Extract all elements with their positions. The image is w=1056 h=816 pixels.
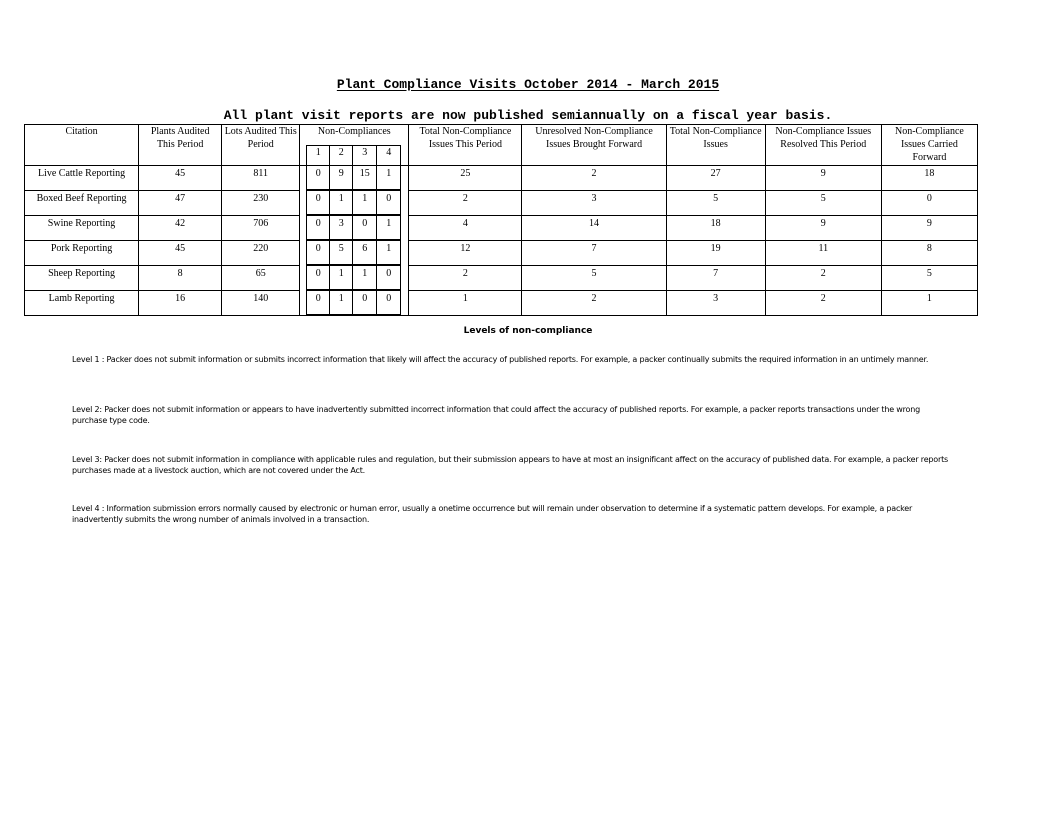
- spacer-cell: [300, 166, 307, 191]
- header-total-nc: Total Non-Compliance Issues This Period: [409, 125, 522, 166]
- nc-level-3-cell: 15: [353, 166, 377, 191]
- citation-cell: Swine Reporting: [25, 215, 139, 240]
- level-header-4: 4: [377, 145, 401, 166]
- nc-level-1-cell: 0: [307, 215, 330, 240]
- total-nc-cell: 1: [409, 290, 522, 315]
- spacer-cell: [300, 240, 307, 265]
- plants-cell: 47: [139, 190, 222, 215]
- header-lots-audited: Lots Audited This Period: [222, 125, 300, 166]
- header-plants-audited: Plants Audited This Period: [139, 125, 222, 166]
- spacer-cell: [401, 145, 409, 166]
- nc-level-4-cell: 0: [377, 190, 401, 215]
- nc-level-1-cell: 0: [307, 290, 330, 315]
- header-citation: Citation: [25, 125, 139, 166]
- citation-cell: Pork Reporting: [25, 240, 139, 265]
- header-total-issues: Total Non-Compliance Issues: [666, 125, 765, 166]
- total-issues-cell: 3: [666, 290, 765, 315]
- nc-level-3-cell: 0: [353, 290, 377, 315]
- nc-level-1-cell: 0: [307, 190, 330, 215]
- nc-level-4-cell: 0: [377, 265, 401, 290]
- levels-heading: Levels of non-compliance: [463, 326, 593, 336]
- plants-cell: 16: [139, 290, 222, 315]
- lots-cell: 220: [222, 240, 300, 265]
- total-issues-cell: 5: [666, 190, 765, 215]
- plants-cell: 45: [139, 166, 222, 191]
- nc-level-1-cell: 0: [307, 265, 330, 290]
- citation-cell: Sheep Reporting: [25, 265, 139, 290]
- nc-level-2-cell: 1: [330, 190, 353, 215]
- level-2-description: Level 2: Packer does not submit information or appears to have inadvertently submitted incorrect information that could affect the accuracy of published reports. For example, a packer reports transactions under the wrong purchase type code.: [72, 405, 920, 425]
- nc-level-2-cell: 5: [330, 240, 353, 265]
- table-row: [25, 265, 978, 290]
- resolved-cell: 11: [765, 240, 881, 265]
- header-unresolved: Unresolved Non-Compliance Issues Brought Forward: [522, 125, 666, 166]
- nc-level-3-cell: 0: [353, 215, 377, 240]
- total-issues-cell: 18: [666, 215, 765, 240]
- level-header-3: 3: [353, 145, 377, 166]
- plants-cell: 8: [139, 265, 222, 290]
- lots-cell: 140: [222, 290, 300, 315]
- level-4-description: Level 4 : Information submission errors normally caused by electronic or human error, usually a onetime occurrence but will remain under observation to determine if a systematic pattern develops. For example, a packer inadvertently submits the wrong number of animals involved in a transaction.: [72, 504, 913, 524]
- level-1-description: Level 1 : Packer does not submit information or submits incorrect information that likely will affect the accuracy of published reports. For example, a packer continually submits the required information in an untimely manner.: [72, 355, 929, 364]
- total-nc-cell: 4: [409, 215, 522, 240]
- spacer-cell: [300, 190, 307, 215]
- spacer-cell: [300, 290, 307, 315]
- nc-level-4-cell: 0: [377, 290, 401, 315]
- header-non-compliances: Non-Compliances: [300, 125, 409, 146]
- carried-cell: 8: [881, 240, 977, 265]
- nc-level-2-cell: 1: [330, 290, 353, 315]
- nc-level-1-cell: 0: [307, 166, 330, 191]
- level-3-description: Level 3: Packer does not submit information in compliance with applicable rules and regulation, but their submission appears to have at most an insignificant affect on the accuracy of published data. For example, a packer reports purchases made at a livestock auction, which are not covered under the Act.: [72, 455, 948, 475]
- total-nc-cell: 25: [409, 166, 522, 191]
- lots-cell: 230: [222, 190, 300, 215]
- plants-cell: 42: [139, 215, 222, 240]
- nc-level-4-cell: 1: [377, 166, 401, 191]
- table-row: [25, 166, 978, 191]
- lots-cell: 65: [222, 265, 300, 290]
- lots-cell: 811: [222, 166, 300, 191]
- spacer-cell: [401, 240, 409, 265]
- nc-level-1-cell: 0: [307, 240, 330, 265]
- level-header-2: 2: [330, 145, 353, 166]
- level-header-1: 1: [307, 145, 330, 166]
- table-row: [25, 215, 978, 240]
- spacer-cell: [401, 265, 409, 290]
- total-nc-cell: 2: [409, 265, 522, 290]
- nc-level-3-cell: 1: [353, 190, 377, 215]
- nc-level-2-cell: 1: [330, 265, 353, 290]
- spacer-cell: [401, 290, 409, 315]
- unresolved-cell: 2: [522, 290, 666, 315]
- table-row: [25, 290, 978, 315]
- carried-cell: 5: [881, 265, 977, 290]
- spacer-cell: [300, 265, 307, 290]
- resolved-cell: 5: [765, 190, 881, 215]
- resolved-cell: 2: [765, 290, 881, 315]
- nc-level-4-cell: 1: [377, 240, 401, 265]
- compliance-table: [24, 124, 978, 316]
- resolved-cell: 9: [765, 215, 881, 240]
- table-row: [25, 240, 978, 265]
- citation-cell: Boxed Beef Reporting: [25, 190, 139, 215]
- citation-cell: Live Cattle Reporting: [25, 166, 139, 191]
- unresolved-cell: 7: [522, 240, 666, 265]
- total-issues-cell: 7: [666, 265, 765, 290]
- table-row: [25, 190, 978, 215]
- spacer-cell: [300, 215, 307, 240]
- carried-cell: 9: [881, 215, 977, 240]
- header-row: [25, 125, 978, 146]
- spacer-cell: [300, 145, 307, 166]
- resolved-cell: 2: [765, 265, 881, 290]
- nc-level-4-cell: 1: [377, 215, 401, 240]
- unresolved-cell: 3: [522, 190, 666, 215]
- nc-level-3-cell: 6: [353, 240, 377, 265]
- unresolved-cell: 14: [522, 215, 666, 240]
- header-resolved: Non-Compliance Issues Resolved This Period: [765, 125, 881, 166]
- carried-cell: 1: [881, 290, 977, 315]
- citation-cell: Lamb Reporting: [25, 290, 139, 315]
- nc-level-2-cell: 9: [330, 166, 353, 191]
- unresolved-cell: 5: [522, 265, 666, 290]
- lots-cell: 706: [222, 215, 300, 240]
- plants-cell: 45: [139, 240, 222, 265]
- carried-cell: 0: [881, 190, 977, 215]
- carried-cell: 18: [881, 166, 977, 191]
- report-subtitle: All plant visit reports are now published semiannually on a fiscal year basis.: [223, 108, 833, 123]
- header-carried-forward: Non-Compliance Issues Carried Forward: [881, 125, 977, 166]
- total-issues-cell: 19: [666, 240, 765, 265]
- total-nc-cell: 12: [409, 240, 522, 265]
- unresolved-cell: 2: [522, 166, 666, 191]
- total-nc-cell: 2: [409, 190, 522, 215]
- report-title: Plant Compliance Visits October 2014 - March 2015: [336, 77, 720, 92]
- spacer-cell: [401, 215, 409, 240]
- nc-level-2-cell: 3: [330, 215, 353, 240]
- resolved-cell: 9: [765, 166, 881, 191]
- nc-level-3-cell: 1: [353, 265, 377, 290]
- total-issues-cell: 27: [666, 166, 765, 191]
- spacer-cell: [401, 190, 409, 215]
- spacer-cell: [401, 166, 409, 191]
